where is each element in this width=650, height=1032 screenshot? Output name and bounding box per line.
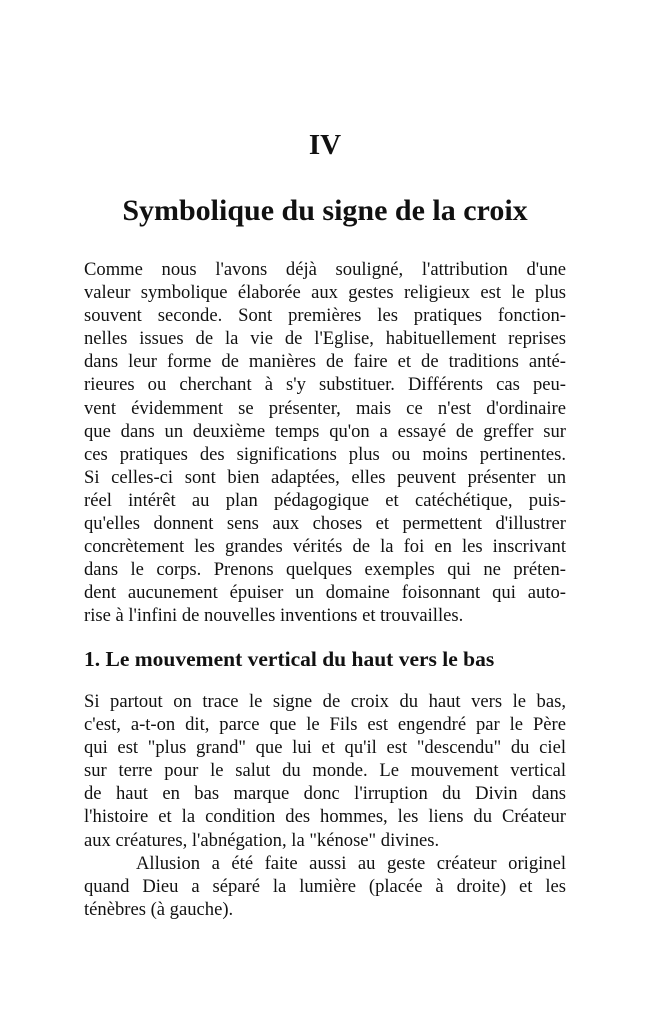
text-line: Si partout on trace le signe de croix du haut vers le bas, (84, 691, 566, 712)
text-line: rise à l'infini de nouvelles inventions et trouvailles. (84, 605, 464, 627)
text-line: dans le corps. Prenons quelques exemples qui ne préten- (84, 559, 566, 581)
text-line: l'histoire et la condition des hommes, les liens du Créateur (84, 806, 566, 828)
text-line: réel intérêt au plan pédagogique et catéchétique, puis- (84, 489, 566, 511)
text-line: c'est, a-t-on dit, parce que le Fils est engendré par le Père (84, 714, 566, 736)
text-line: de haut en bas marque donc l'irruption du Divin dans (84, 783, 566, 805)
text-line: quand Dieu a séparé la lumière (placée à droite) et les (84, 875, 566, 897)
text-line: dans leur forme de manières de faire et de traditions anté- (84, 351, 566, 373)
text-line: rieures ou cherchant à s'y substituer. Différents cas peu- (84, 374, 566, 396)
text-line: aux créatures, l'abnégation, la "kénose" divines. (84, 829, 440, 851)
text-line: vent évidemment se présenter, mais ce n'est d'ordinaire (84, 397, 566, 419)
text-line: Si celles-ci sont bien adaptées, elles peuvent présenter un (84, 466, 566, 488)
text-line: qui est "plus grand" que lui et qu'il est "descendu" du ciel (84, 737, 566, 759)
section-paragraph (84, 690, 566, 921)
text-line: qu'elles donnent sens aux choses et permettent d'illustrer (84, 513, 566, 535)
section-heading: 1. Le mouvement vertical du haut vers le bas (84, 647, 495, 671)
chapter-title: Symbolique du signe de la croix (122, 194, 528, 227)
text-line: sur terre pour le salut du monde. Le mouvement vertical (84, 760, 566, 782)
text-line: que dans un deuxième temps qu'on a essayé de greffer sur (84, 420, 566, 442)
text-line: souvent seconde. Sont premières les pratiques fonction- (84, 305, 566, 327)
chapter-number: IV (308, 129, 342, 161)
intro-paragraph (84, 258, 566, 628)
text-line: concrètement les grandes vérités de la foi en les inscrivant (84, 536, 566, 558)
text-line: ces pratiques des significations plus ou moins pertinentes. (84, 443, 566, 465)
text-line: ténèbres (à gauche). (84, 898, 234, 920)
text-line: valeur symbolique élaborée aux gestes religieux est le plus (84, 282, 566, 304)
text-line: Comme nous l'avons déjà souligné, l'attribution d'une (84, 259, 566, 280)
text-line: dent aucunement épuiser un domaine foisonnant qui auto- (84, 582, 566, 604)
text-line: Allusion a été faite aussi au geste créateur originel (136, 852, 566, 874)
text-line: nelles issues de la vie de l'Eglise, habituellement reprises (84, 328, 566, 350)
